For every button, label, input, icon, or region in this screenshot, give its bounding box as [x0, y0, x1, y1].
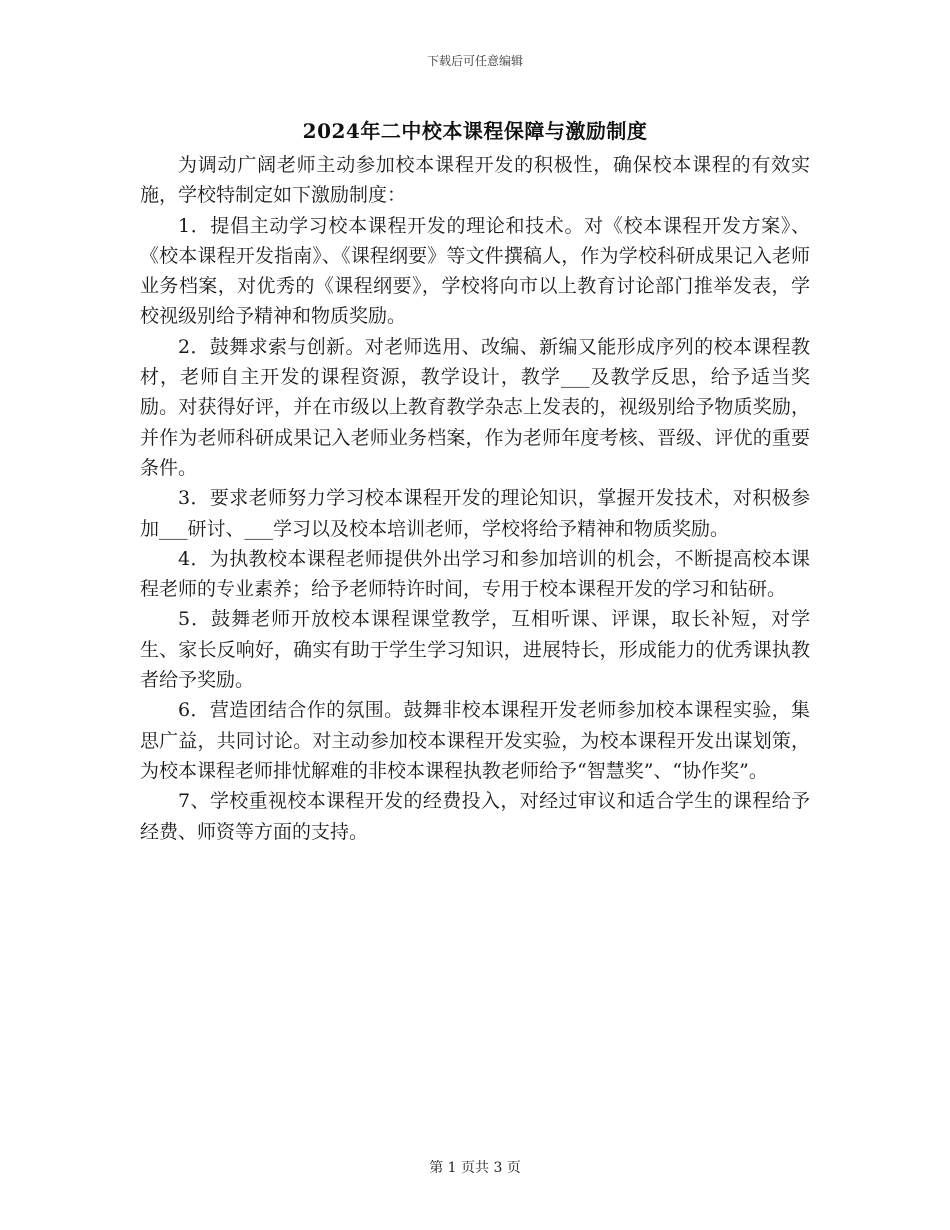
page-number: 第 1 页共 3 页: [429, 1160, 521, 1176]
intro-paragraph: 为调动广阔老师主动参加校本课程开发的积极性，确保校本课程的有效实施，学校特制定如下激励制度：: [140, 154, 810, 207]
clause-1-paragraph: 1．提倡主动学习校本课程开发的理论和技术。对《校本课程开发方案》、《校本课程开发指南》、《课程纲要》等文件撰稿人，作为学校科研成果记入老师业务档案，对优秀的《课程纲要》，学校将向市以上教育讨论部门推举发表，学校视级别给予精神和物质奖励。: [140, 214, 810, 328]
clause-7-paragraph: 7、学校重视校本课程开发的经费投入，对经过审议和适合学生的课程给予经费、师资等方面的支持。: [140, 790, 810, 843]
document-body: [140, 150, 810, 847]
clause-3-paragraph: 3．要求老师努力学习校本课程开发的理论知识，掌握开发技术，对积极参加___研讨、___学习以及校本培训老师，学校将给予精神和物质奖励。: [140, 487, 810, 540]
clause-5-paragraph: 5．鼓舞老师开放校本课程课堂教学，互相听课、评课，取长补短，对学生、家长反响好，确实有助于学生学习知识，进展特长，形成能力的优秀课执教者给予奖励。: [140, 608, 810, 692]
clause-6-paragraph: 6．营造团结合作的氛围。鼓舞非校本课程开发老师参加校本课程实验，集思广益，共同讨论。对主动参加校本课程开发实验，为校本课程开发出谋划策，为校本课程老师排忧解难的非校本课程执教老师给予“智慧奖”、“协作奖”。: [140, 699, 810, 782]
header-note: 下载后可任意编辑: [426, 54, 523, 68]
clause-2-paragraph: 2．鼓舞求索与创新。对老师选用、改编、新编又能形成序列的校本课程教材，老师自主开发的课程资源，教学设计，教学___及教学反思，给予适当奖励。对获得好评，并在市级以上教育教学杂志上发表的，视级别给予物质奖励，并作为老师科研成果记入老师业务档案，作为老师年度考核、晋级、评优的重要条件。: [140, 335, 810, 479]
clause-4-paragraph: 4．为执教校本课程老师提供外出学习和参加培训的机会，不断提高校本课程老师的专业素养；给予老师特许时间，专用于校本课程开发的学习和钻研。: [140, 547, 810, 601]
document-title: 2024年二中校本课程保障与激励制度: [302, 119, 648, 143]
